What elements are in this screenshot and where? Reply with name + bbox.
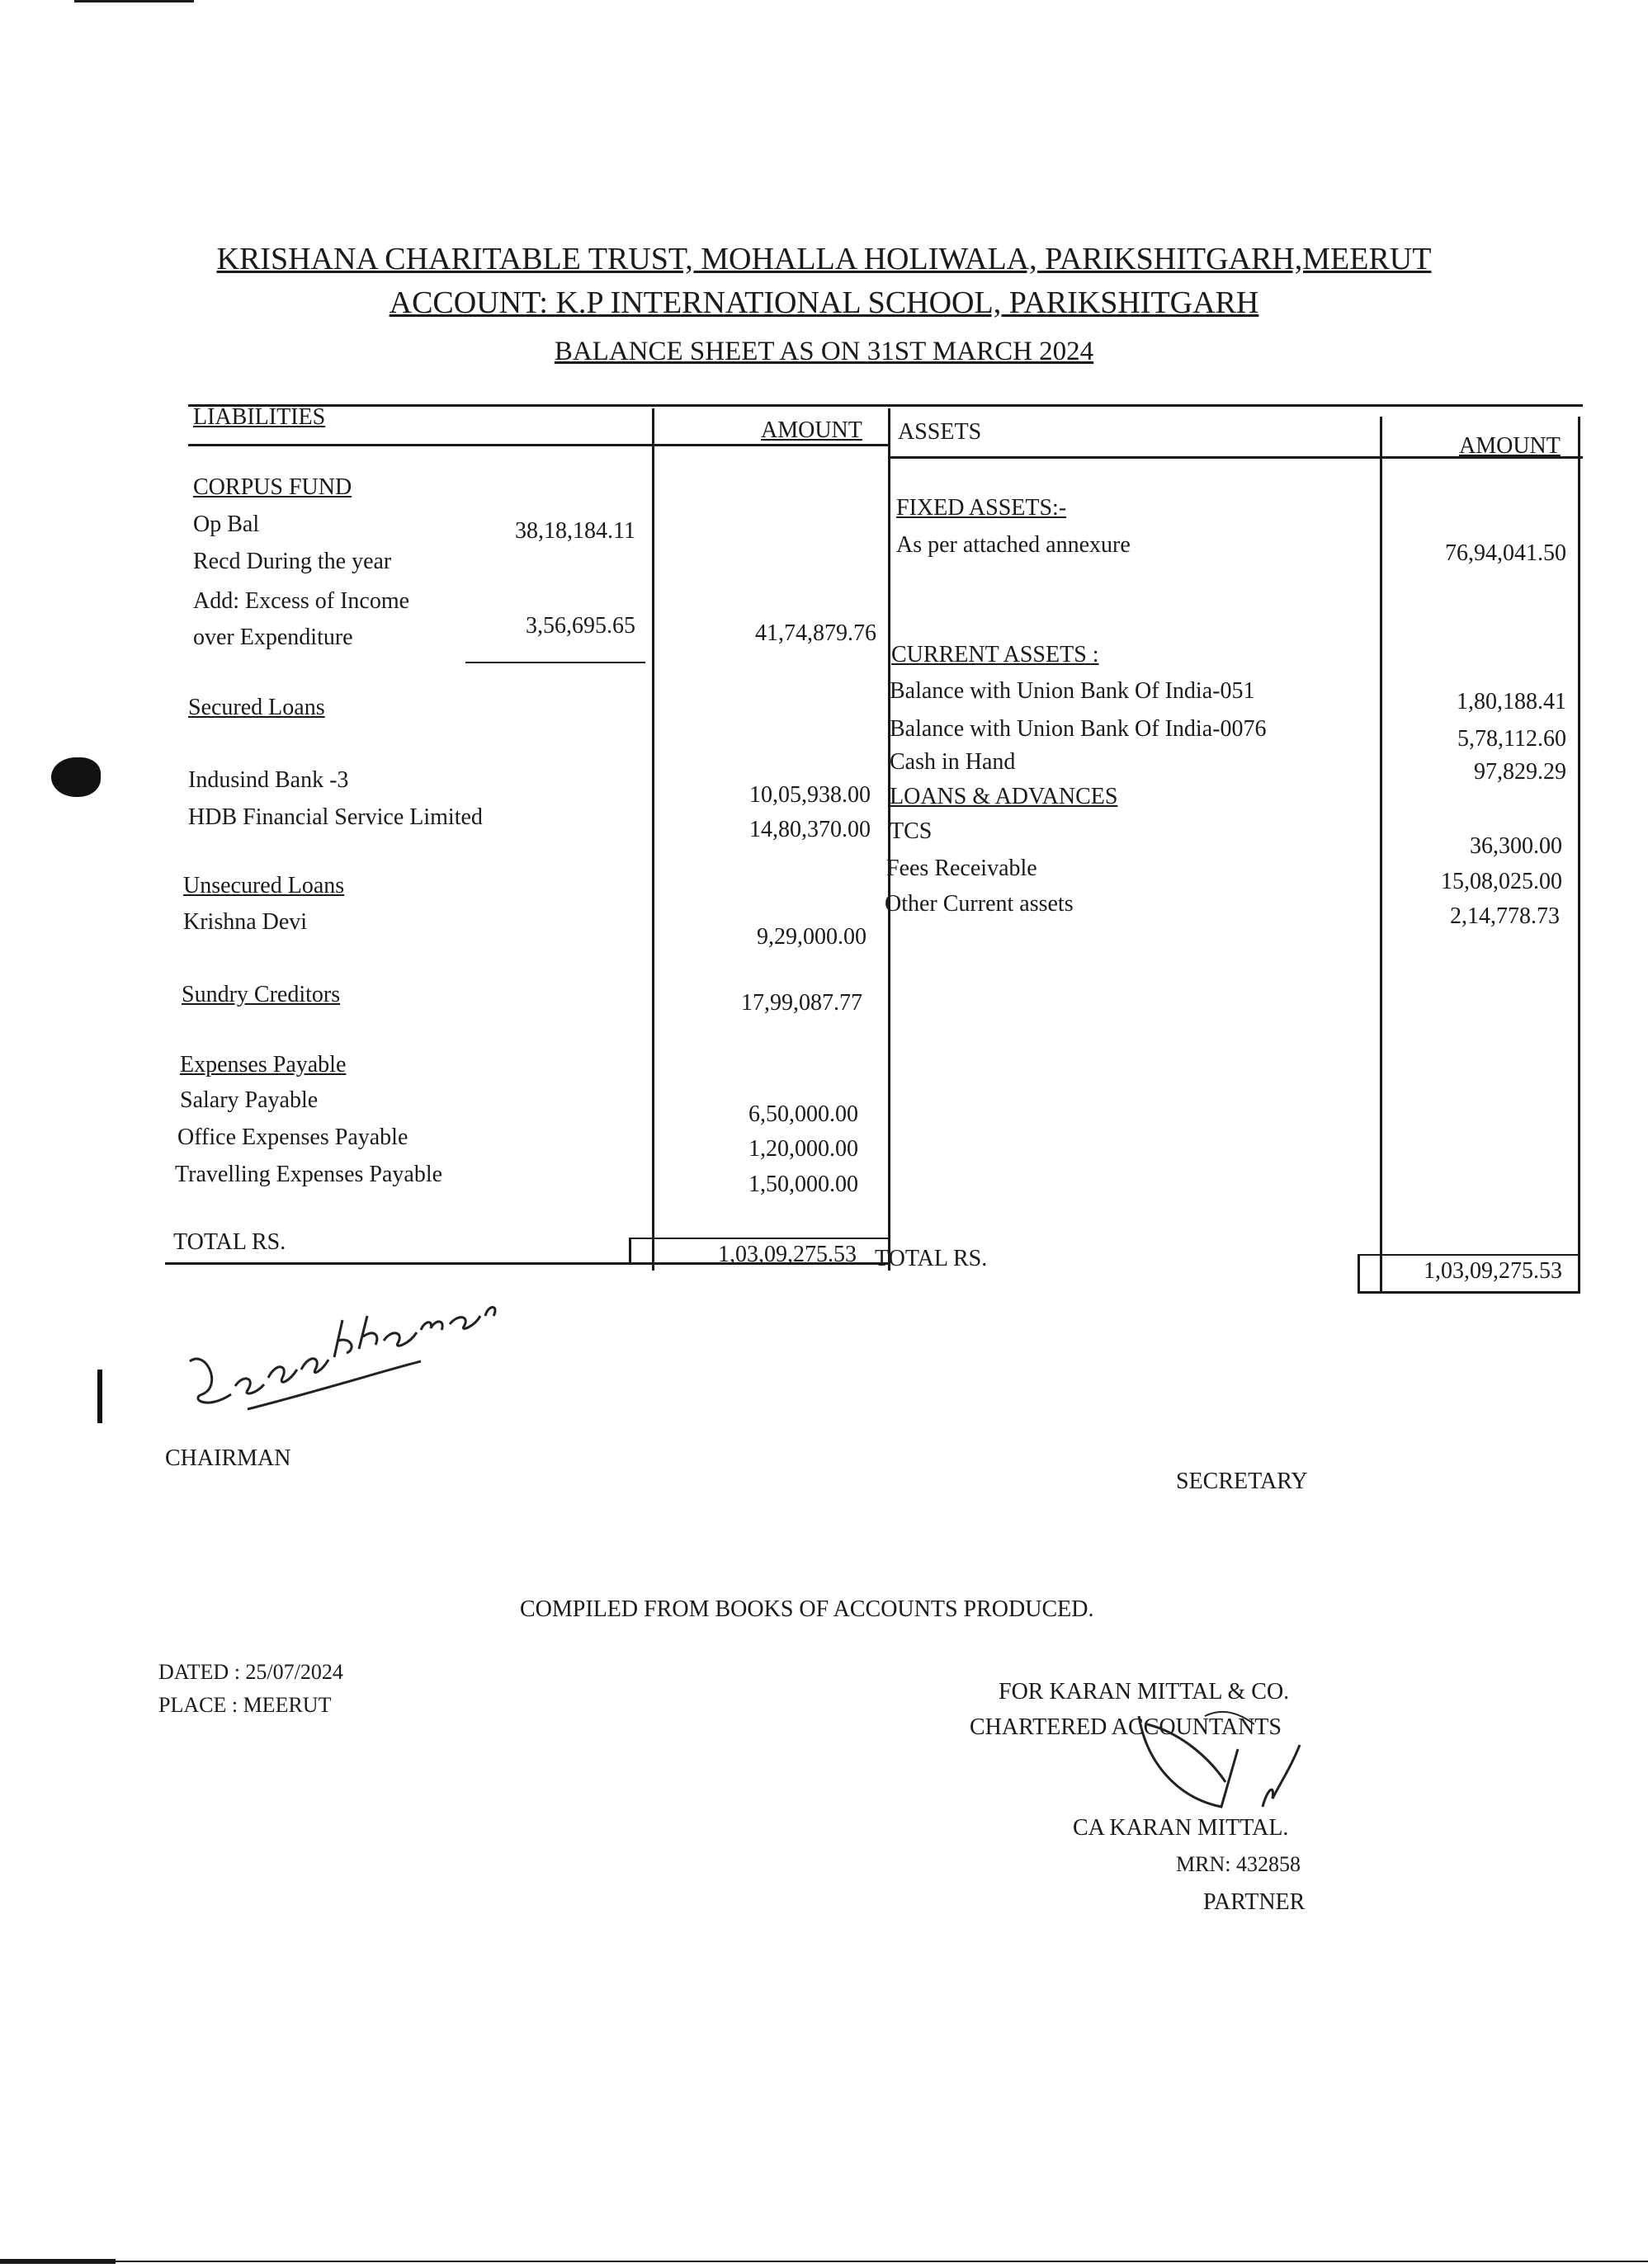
travelling-expenses-value: 1,50,000.00 xyxy=(748,1172,858,1197)
ca-name: CA KARAN MITTAL. xyxy=(1073,1815,1289,1841)
corpus-total: 41,74,879.76 xyxy=(755,620,876,646)
current-assets-heading: CURRENT ASSETS : xyxy=(891,642,1099,667)
scan-mark xyxy=(97,1370,102,1423)
annexure-label: As per attached annexure xyxy=(896,532,1131,558)
corpus-fund-heading: CORPUS FUND xyxy=(193,474,352,500)
expenses-payable-heading: Expenses Payable xyxy=(180,1052,347,1077)
table-top-rule xyxy=(188,404,1583,407)
liabilities-header: LIABILITIES xyxy=(193,404,326,430)
assets-header: ASSETS xyxy=(898,419,982,445)
chairman-signature xyxy=(173,1271,520,1419)
balance-sheet-title: BALANCE SHEET AS ON 31ST MARCH 2024 xyxy=(554,337,1094,366)
excess-value: 3,56,695.65 xyxy=(526,613,635,639)
trust-title: KRISHANA CHARITABLE TRUST, MOHALLA HOLIWALA, PARIKSHITGARH,MEERUT xyxy=(216,242,1432,276)
other-current-assets-label: Other Current assets xyxy=(885,891,1074,917)
fees-receivable-value: 15,08,025.00 xyxy=(1441,869,1562,894)
cash-value: 97,829.29 xyxy=(1474,759,1566,785)
tcs-label: TCS xyxy=(890,818,933,844)
office-expenses-value: 1,20,000.00 xyxy=(748,1136,858,1162)
dated-label: DATED : 25/07/2024 xyxy=(158,1660,343,1684)
hdb-label: HDB Financial Service Limited xyxy=(188,804,483,830)
recd-label: Recd During the year xyxy=(193,549,392,574)
secured-loans-heading: Secured Loans xyxy=(188,695,325,720)
asset-total-top-rule xyxy=(1358,1254,1580,1256)
auditor-firm: FOR KARAN MITTAL & CO. xyxy=(999,1679,1290,1705)
scan-edge-bottom xyxy=(0,2259,116,2264)
asset-total-box-left xyxy=(1358,1254,1360,1293)
hdb-value: 14,80,370.00 xyxy=(749,817,871,842)
ubi051-label: Balance with Union Bank Of India-051 xyxy=(890,678,1255,704)
corpus-subtotal-rule xyxy=(465,662,645,663)
asset-total-bottom-rule xyxy=(1358,1291,1580,1294)
krishna-value: 9,29,000.00 xyxy=(757,924,866,950)
annexure-value: 76,94,041.50 xyxy=(1445,540,1566,566)
op-bal-label: Op Bal xyxy=(193,512,260,537)
add-excess-label: Add: Excess of Income xyxy=(193,588,410,614)
other-current-assets-value: 2,14,778.73 xyxy=(1450,903,1560,929)
scan-edge-bottom-line xyxy=(116,2261,1648,2262)
fees-receivable-label: Fees Receivable xyxy=(886,856,1037,881)
right-border xyxy=(1578,417,1580,1293)
office-expenses-label: Office Expenses Payable xyxy=(177,1125,408,1150)
indusind-label: Indusind Bank -3 xyxy=(188,767,349,793)
mrn-number: MRN: 432858 xyxy=(1176,1852,1301,1876)
ubi0076-label: Balance with Union Bank Of India-0076 xyxy=(890,716,1267,742)
ubi0076-value: 5,78,112.60 xyxy=(1457,726,1566,752)
partner-label: PARTNER xyxy=(1203,1889,1306,1915)
ubi051-value: 1,80,188.41 xyxy=(1457,689,1566,714)
sundry-creditors-value: 17,99,087.77 xyxy=(741,990,862,1016)
liab-amount-header: AMOUNT xyxy=(761,417,862,443)
fixed-assets-heading: FIXED ASSETS:- xyxy=(896,495,1067,521)
tcs-value: 36,300.00 xyxy=(1470,833,1562,859)
salary-payable-value: 6,50,000.00 xyxy=(748,1101,858,1127)
asset-amount-header: AMOUNT xyxy=(1459,433,1561,459)
indusind-value: 10,05,938.00 xyxy=(749,782,871,808)
op-bal-value: 38,18,184.11 xyxy=(515,518,635,544)
ca-signature xyxy=(1131,1700,1345,1823)
cash-label: Cash in Hand xyxy=(890,749,1016,775)
compiled-note: COMPILED FROM BOOKS OF ACCOUNTS PRODUCED. xyxy=(520,1596,1094,1622)
asset-amount-divider xyxy=(1380,417,1382,1293)
secretary-label: SECRETARY xyxy=(1176,1469,1308,1494)
unsecured-loans-heading: Unsecured Loans xyxy=(183,873,345,898)
place-label: PLACE : MEERUT xyxy=(158,1693,332,1717)
auditor-designation: CHARTERED ACCOUNTANTS xyxy=(970,1714,1282,1740)
krishna-label: Krishna Devi xyxy=(183,909,308,935)
liab-total-box-left xyxy=(629,1238,631,1264)
liab-total-value: 1,03,09,275.53 xyxy=(718,1242,857,1267)
salary-payable-label: Salary Payable xyxy=(180,1087,319,1113)
liab-total-label: TOTAL RS. xyxy=(173,1229,286,1255)
scan-blot xyxy=(51,757,101,797)
travelling-expenses-label: Travelling Expenses Payable xyxy=(175,1162,443,1187)
sundry-creditors-label: Sundry Creditors xyxy=(182,982,341,1007)
scan-edge-top xyxy=(74,0,194,2)
liab-total-top-rule xyxy=(629,1238,890,1239)
asset-total-label: TOTAL RS. xyxy=(875,1246,988,1271)
asset-total-value: 1,03,09,275.53 xyxy=(1424,1258,1562,1284)
loans-advances-heading: LOANS & ADVANCES xyxy=(890,784,1118,809)
account-title: ACCOUNT: K.P INTERNATIONAL SCHOOL, PARIKSHITGARH xyxy=(389,285,1259,320)
liabilities-header-rule xyxy=(188,444,890,446)
liab-amount-divider xyxy=(652,408,654,1271)
chairman-label: CHAIRMAN xyxy=(165,1445,291,1471)
over-expenditure-label: over Expenditure xyxy=(193,625,353,650)
